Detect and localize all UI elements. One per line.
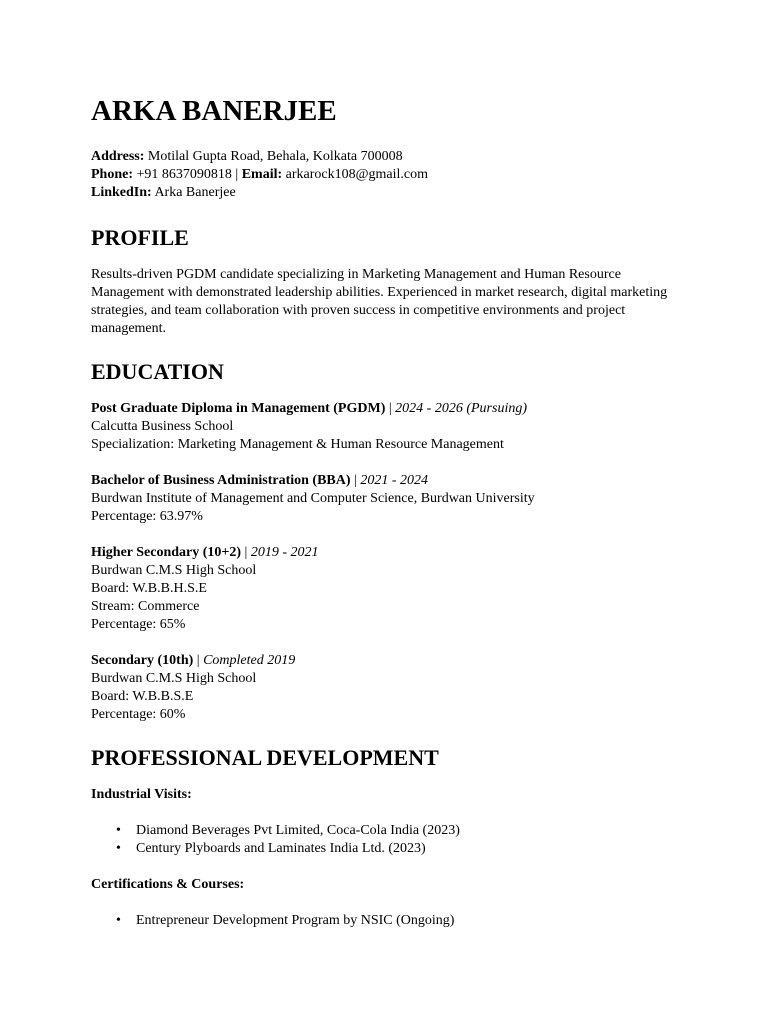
education-title: Bachelor of Business Administration (BBA) [91, 473, 351, 488]
education-entry-higher-secondary [91, 544, 678, 634]
education-period: 2021 - 2024 [360, 473, 429, 488]
education-detail: Board: W.B.B.H.S.E [91, 581, 207, 596]
education-title-line [91, 544, 678, 562]
education-detail: Percentage: 63.97% [91, 509, 203, 524]
certifications-list [91, 912, 678, 930]
education-detail: Percentage: 60% [91, 707, 186, 722]
address-line [91, 148, 678, 166]
education-title-line [91, 652, 678, 670]
education-detail: Calcutta Business School [91, 419, 234, 434]
profile-heading: PROFILE [91, 225, 189, 250]
education-entry-secondary [91, 652, 678, 724]
education-title: Higher Secondary (10+2) [91, 545, 242, 560]
phone-email-line [91, 166, 678, 184]
education-entry-bba [91, 472, 678, 526]
education-title: Post Graduate Diploma in Management (PGDM) [91, 401, 386, 416]
candidate-name: ARKA BANERJEE [91, 95, 337, 127]
email-value: arkarock108@gmail.com [285, 167, 429, 182]
education-heading: EDUCATION [91, 359, 224, 384]
education-title: Secondary (10th) [91, 653, 194, 668]
education-separator: | [244, 545, 248, 560]
education-separator: | [354, 473, 357, 488]
contact-separator: | [235, 167, 239, 182]
education-period: 2024 - 2026 (Pursuing) [395, 401, 527, 416]
phone-value: +91 8637090818 [136, 167, 232, 182]
education-detail: Specialization: Marketing Management & Human Resource Management [91, 437, 504, 452]
linkedin-label: LinkedIn: [91, 185, 152, 200]
contact-block [91, 148, 678, 202]
list-item: • Entrepreneur Development Program by NSIC (Ongoing) [136, 912, 678, 930]
list-item: • Diamond Beverages Pvt Limited, Coca-Cola India (2023) [136, 822, 678, 840]
email-label: Email: [241, 167, 283, 182]
education-title-line [91, 472, 678, 490]
education-detail: Board: W.B.B.S.E [91, 689, 194, 704]
phone-label: Phone: [91, 167, 133, 182]
education-detail: Burdwan C.M.S High School [91, 671, 257, 686]
education-detail: Burdwan Institute of Management and Computer Science, Burdwan University [91, 491, 535, 506]
education-entry-pgdm [91, 400, 678, 454]
industrial-visits-list [91, 822, 678, 858]
linkedin-value: Arka Banerjee [154, 185, 236, 200]
education-period: Completed 2019 [203, 653, 296, 668]
education-separator: | [196, 653, 200, 668]
industrial-visits-label: Industrial Visits: [91, 787, 192, 802]
education-detail: Percentage: 65% [91, 617, 186, 632]
education-detail: Stream: Commerce [91, 599, 200, 614]
list-item: • Century Plyboards and Laminates India Ltd. (2023) [136, 840, 678, 858]
education-title-line [91, 400, 678, 418]
address-value: Motilal Gupta Road, Behala, Kolkata 700008 [147, 149, 403, 164]
education-detail: Burdwan C.M.S High School [91, 563, 257, 578]
certifications-label: Certifications & Courses: [91, 877, 245, 892]
professional-development-heading: PROFESSIONAL DEVELOPMENT [91, 745, 439, 770]
education-period: 2019 - 2021 [250, 545, 319, 560]
education-separator: | [388, 401, 392, 416]
profile-summary: Results-driven PGDM candidate specializing in Marketing Management and Human Resource Management with demonstrated leadership abilities. Experienced in market research, digital marketing strategies, and team collaboration with proven success in competitive environments and project management. [91, 267, 668, 336]
linkedin-line [91, 184, 678, 202]
address-label: Address: [91, 149, 145, 164]
